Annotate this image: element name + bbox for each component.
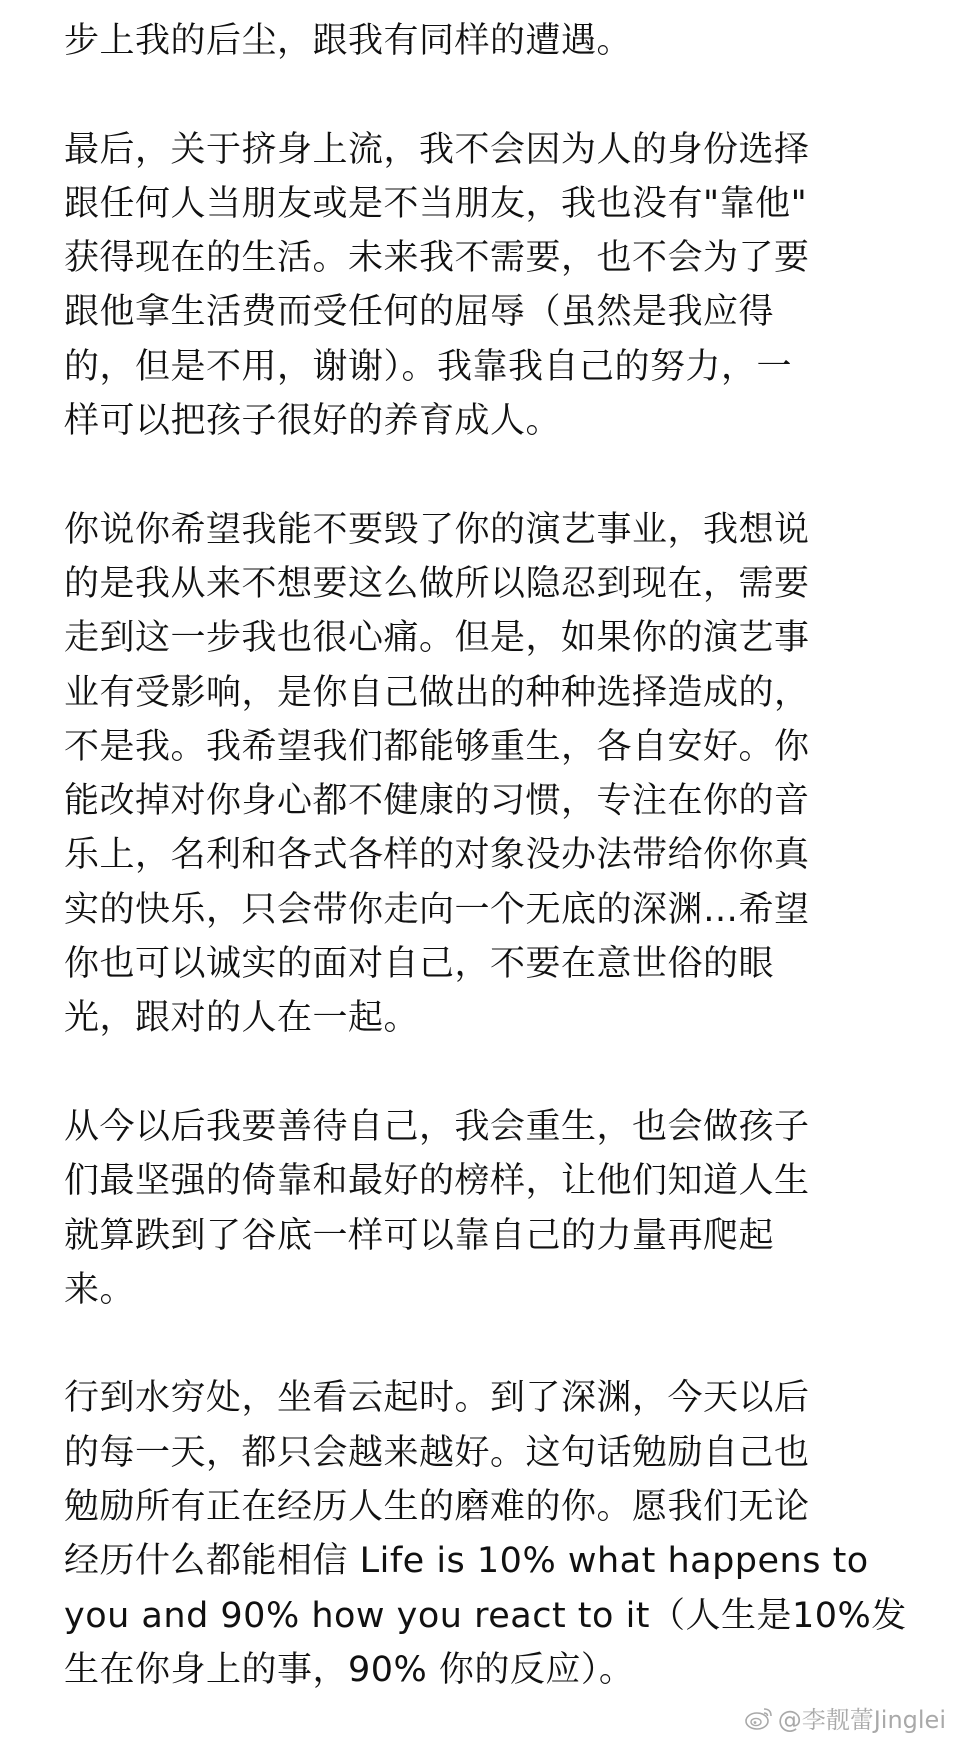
text-line: 跟任何人当朋友或是不当朋友，我也没有"靠他" <box>64 183 808 224</box>
text-line: 的每一天，都只会越来越好。这句话勉励自己也 <box>64 1432 810 1473</box>
text-line: 经历什么都能相信 Life is 10% what happens to <box>64 1541 869 1582</box>
weibo-watermark <box>744 1700 946 1735</box>
text-line: 你也可以诚实的面对自己，不要在意世俗的眼 <box>64 944 775 985</box>
text-line: 来。 <box>64 1269 136 1310</box>
text-line: 获得现在的生活。未来我不需要，也不会为了要 <box>64 238 810 279</box>
text-line: 的是我从来不想要这么做所以隐忍到现在，需要 <box>64 563 810 604</box>
text-line: 实的快乐，只会带你走向一个无底的深渊…希望 <box>64 889 810 930</box>
text-line: 步上我的后尘，跟我有同样的遭遇。 <box>64 21 633 61</box>
text-line: 你说你希望我能不要毁了你的演艺事业，我想说 <box>64 509 810 550</box>
text-line: 的，但是不用，谢谢）。我靠我自己的努力，一 <box>64 346 793 387</box>
letter-text <box>64 14 944 1697</box>
text-line: 就算跌到了谷底一样可以靠自己的力量再爬起 <box>64 1215 775 1256</box>
text-line: 最后，关于挤身上流，我不会因为人的身份选择 <box>64 129 810 170</box>
paragraph-gap <box>64 68 944 122</box>
text-line: 光，跟对的人在一起。 <box>64 998 420 1039</box>
text-line: 行到水穷处，坐看云起时。到了深渊，今天以后 <box>64 1378 810 1419</box>
text-line: 能改掉对你身心都不健康的习惯，专注在你的音 <box>64 781 810 822</box>
text-line: 样可以把孩子很好的养育成人。 <box>64 401 562 442</box>
text-line: 们最坚强的倚靠和最好的榜样，让他们知道人生 <box>64 1161 810 1202</box>
text-line: 不是我。我希望我们都能够重生，各自安好。你 <box>64 726 810 767</box>
text-line: 生在你身上的事，90% 你的反应）。 <box>64 1649 635 1690</box>
paragraph-gap <box>64 448 944 502</box>
text-line: 走到这一步我也很心痛。但是，如果你的演艺事 <box>64 618 810 659</box>
text-line: 乐上，名利和各式各样的对象没办法带给你你真 <box>64 835 810 876</box>
text-line: 跟他拿生活费而受任何的屈辱（虽然是我应得 <box>64 292 775 333</box>
text-line: 从今以后我要善待自己，我会重生，也会做孩子 <box>64 1106 810 1147</box>
paragraph-gap <box>64 1317 944 1371</box>
weibo-logo-icon <box>744 1705 774 1731</box>
paragraph-gap <box>64 1046 944 1100</box>
text-line: you and 90% how you react to it（人生是10%发 <box>64 1595 907 1636</box>
text-line: 业有受影响，是你自己做出的种种选择造成的， <box>64 672 810 713</box>
text-line: 勉励所有正在经历人生的磨难的你。愿我们无论 <box>64 1487 810 1528</box>
watermark-text: @李靓蕾Jinglei <box>777 1706 946 1734</box>
